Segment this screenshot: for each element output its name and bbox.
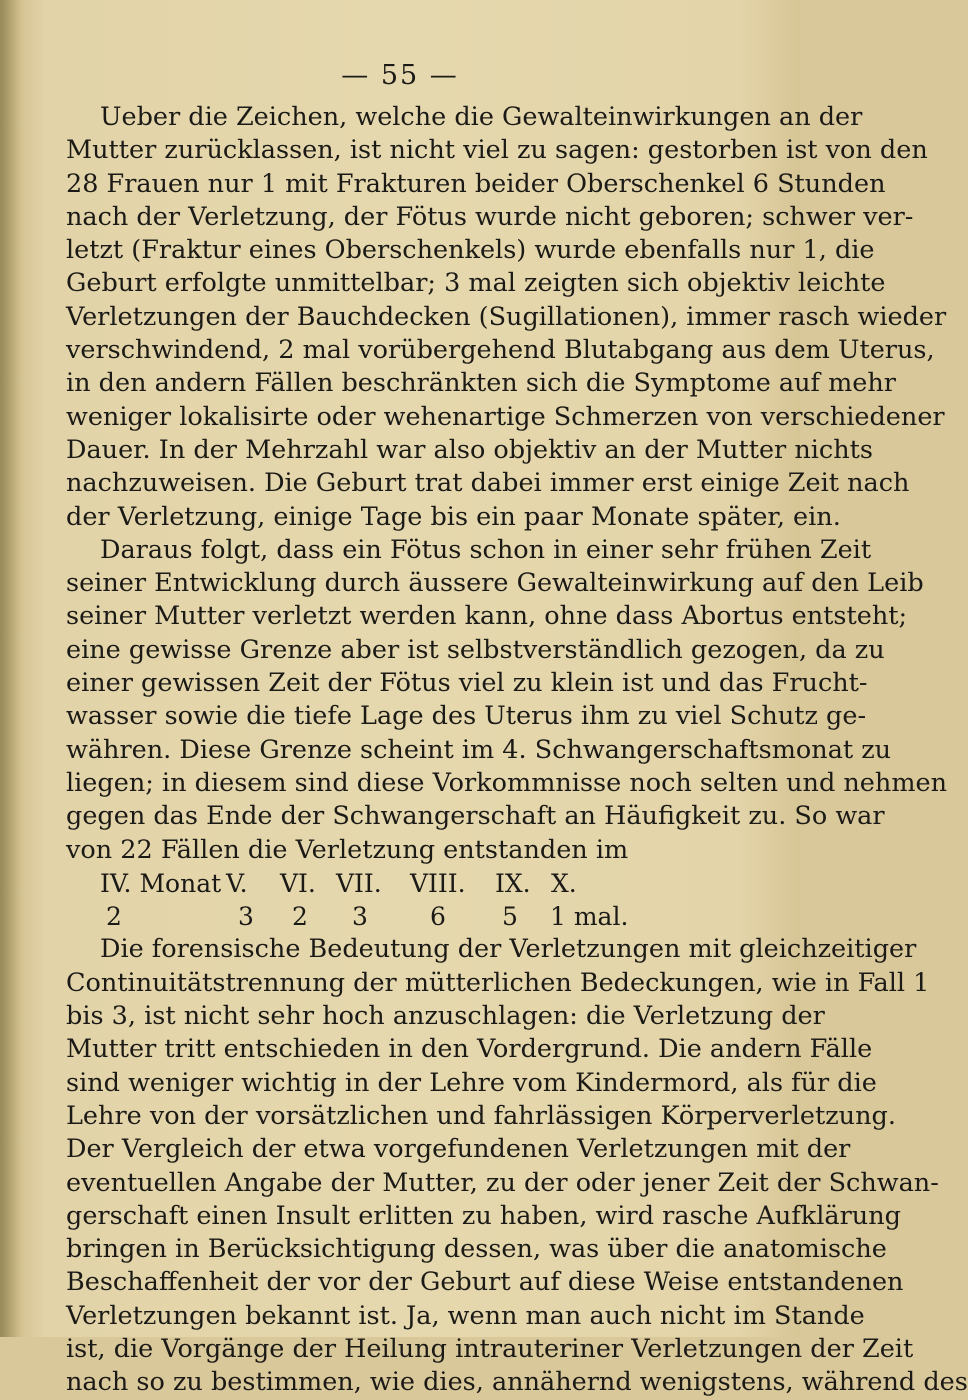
- text-line: wasser sowie die tiefe Lage des Uterus ihm zu viel Schutz ge-: [66, 701, 867, 732]
- month-table: [66, 867, 738, 934]
- table-cell-month: X.: [551, 868, 577, 898]
- text-line: Beschaffenheit der vor der Geburt auf diese Weise entstandenen: [66, 1267, 904, 1298]
- table-cell-month: VIII.: [410, 868, 466, 898]
- table-cell-count: 2: [292, 902, 308, 932]
- paragraph-2: [66, 534, 948, 867]
- table-cell-count: 3: [238, 902, 254, 932]
- text-line: liegen; in diesem sind diese Vorkommnisse noch selten und nehmen: [66, 767, 948, 798]
- paragraph-3: [66, 933, 968, 1399]
- table-cell-month: V.: [226, 868, 248, 898]
- text-line: Dauer. In der Mehrzahl war also objektiv an der Mutter nichts: [66, 434, 873, 465]
- text-line: in den andern Fällen beschränkten sich die Symptome auf mehr: [66, 368, 896, 399]
- text-line: Continuitätstrennung der mütterlichen Bedeckungen, wie in Fall 1: [66, 967, 930, 998]
- text-line: Verletzungen bekannt ist. Ja, wenn man auch nicht im Stande: [66, 1300, 865, 1331]
- table-cell-month: IX.: [495, 868, 531, 898]
- text-line: bis 3, ist nicht sehr hoch anzuschlagen: die Verletzung der: [66, 1001, 825, 1032]
- text-line: Verletzungen der Bauchdecken (Sugillationen), immer rasch wieder: [66, 301, 947, 332]
- paragraph-1: [66, 101, 947, 534]
- text-line: seiner Entwicklung durch äussere Gewalteinwirkung auf den Leib: [66, 568, 924, 599]
- table-cell-count: 6: [430, 902, 446, 932]
- text-line: Die forensische Bedeutung der Verletzungen mit gleichzeitiger: [100, 934, 917, 965]
- text-line: eine gewisse Grenze aber ist selbstverständlich gezogen, da zu: [66, 634, 885, 665]
- body-text: [66, 101, 968, 1400]
- text-line: eventuellen Angabe der Mutter, zu der oder jener Zeit der Schwan-: [66, 1167, 939, 1198]
- text-line: Geburt erfolgte unmittelbar; 3 mal zeigten sich objektiv leichte: [66, 268, 886, 299]
- table-cell-month: VI.: [280, 868, 316, 898]
- text-line: verschwindend, 2 mal vorübergehend Blutabgang aus dem Uterus,: [66, 335, 935, 366]
- text-line: seiner Mutter verletzt werden kann, ohne dass Abortus entsteht;: [66, 601, 908, 632]
- text-line: 28 Frauen nur 1 mit Frakturen beider Oberschenkel 6 Stunden: [66, 168, 886, 199]
- text-line: sind weniger wichtig in der Lehre vom Kindermord, als für die: [66, 1067, 877, 1098]
- text-line: letzt (Fraktur eines Oberschenkels) wurde ebenfalls nur 1, die: [66, 235, 875, 266]
- text-line: nachzuweisen. Die Geburt trat dabei immer erst einige Zeit nach: [66, 468, 910, 499]
- text-line: ist, die Vorgänge der Heilung intrauteriner Verletzungen der Zeit: [66, 1333, 914, 1364]
- text-line: gerschaft einen Insult erlitten zu haben, wird rasche Aufklärung: [66, 1200, 901, 1231]
- text-line: Lehre von der vorsätzlichen und fahrlässigen Körperverletzung.: [66, 1100, 896, 1131]
- text-line: Mutter zurücklassen, ist nicht viel zu sagen: gestorben ist von den: [66, 135, 928, 166]
- text-line: gegen das Ende der Schwangerschaft an Häufigkeit zu. So war: [66, 801, 885, 832]
- text-line: bringen in Berücksichtigung dessen, was über die anatomische: [66, 1234, 887, 1265]
- table-cell-month: VII.: [336, 868, 382, 898]
- text-line: von 22 Fällen die Verletzung entstanden im: [66, 834, 629, 865]
- text-line: währen. Diese Grenze scheint im 4. Schwangerschaftsmonat zu: [66, 734, 892, 765]
- table-cell-count: 1 mal.: [550, 902, 629, 932]
- text-line: nach der Verletzung, der Fötus wurde nicht geboren; schwer ver-: [66, 201, 914, 232]
- table-row-counts: [66, 900, 738, 933]
- table-cell-month: IV. Monat: [100, 868, 222, 898]
- text-line: nach so zu bestimmen, wie dies, annähernd wenigstens, während des: [66, 1367, 968, 1398]
- text-line: weniger lokalisirte oder wehenartige Schmerzen von verschiedener: [66, 401, 945, 432]
- text-line: Der Vergleich der etwa vorgefundenen Verletzungen mit der: [66, 1134, 851, 1165]
- table-cell-count: 2: [106, 902, 122, 932]
- text-line: Ueber die Zeichen, welche die Gewalteinwirkungen an der: [100, 102, 863, 132]
- table-cell-count: 3: [352, 902, 368, 932]
- text-line: Mutter tritt entschieden in den Vordergrund. Die andern Fälle: [66, 1034, 873, 1065]
- table-cell-count: 5: [502, 902, 518, 932]
- text-line: der Verletzung, einige Tage bis ein paar Monate später, ein.: [66, 501, 841, 532]
- page-number: — 55 —: [341, 60, 459, 91]
- text-line: einer gewissen Zeit der Fötus viel zu klein ist und das Frucht-: [66, 668, 868, 699]
- table-row-months: [66, 867, 738, 900]
- text-line: Daraus folgt, dass ein Fötus schon in einer sehr frühen Zeit: [100, 534, 872, 565]
- binding-shadow: [0, 0, 22, 1337]
